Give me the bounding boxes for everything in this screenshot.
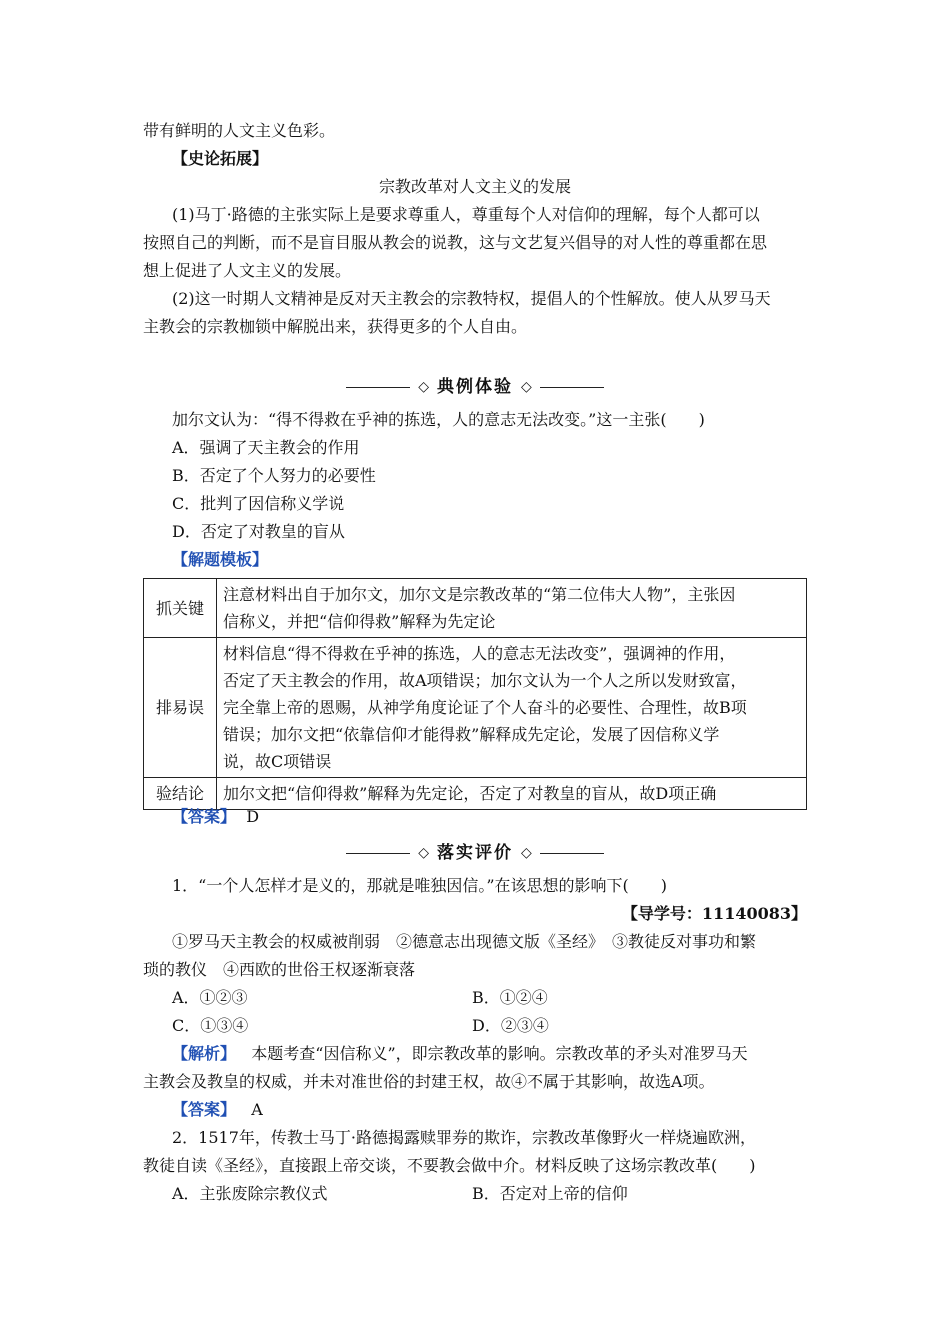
example-banner [0,376,950,398]
q2-stem-line: 教徒自读《圣经》，直接跟上帝交谈，不要教会做中介。材料反映了这场宗教改革( ) [143,1156,756,1175]
banner-rule [540,853,604,854]
q1-items-line: ①罗马天主教会的权威被削弱 ②德意志出现德文版《圣经》 ③教徒反对事功和繁 [172,932,757,951]
table-value-line: 完全靠上帝的恩赐，从神学角度论证了个人奋斗的必要性、合理性，故B项 [223,698,747,717]
intro-tail: 带有鲜明的人文主义色彩。 [143,121,336,140]
example-option: A．强调了天主教会的作用 [172,438,360,457]
table-value-line: 说，故C项错误 [223,752,332,771]
table-value [217,638,807,778]
table-value-line: 材料信息“得不得救在乎神的拣选，人的意志无法改变”，强调神的作用， [223,644,736,663]
q1-option: C．①③④ [172,1016,249,1035]
practice-banner-title: 落实评价 [437,843,513,863]
table-value-line: 加尔文把“信仰得救”解释为先定论，否定了对教皇的盲从，故D项正确 [223,784,717,803]
q1-option: D．②③④ [472,1016,549,1035]
analysis-label: 【解析】 [172,1044,237,1063]
template-label: 【解题模板】 [172,550,269,569]
table-value [217,778,807,810]
banner-rule [540,387,604,388]
example-option: C．批判了因信称义学说 [172,494,345,513]
q1-guide-number: 【导学号：11140083】 [621,904,807,923]
example-question: 加尔文认为：“得不得救在乎神的拣选，人的意志无法改变。”这一主张( ) [172,410,705,429]
q1-option: B．①②④ [472,988,548,1007]
example-option: D．否定了对教皇的盲从 [172,522,345,541]
diamond-icon: ◇ [521,845,532,861]
analysis-text: 本题考查“因信称义”，即宗教改革的影响。宗教改革的矛头对准罗马天 [251,1044,748,1063]
table-value-line: 注意材料出自于加尔文，加尔文是宗教改革的“第二位伟大人物”，主张因 [223,585,736,604]
expand-heading: 宗教改革对人文主义的发展 [378,177,571,196]
diamond-icon: ◇ [418,845,429,861]
example-option: B．否定了个人努力的必要性 [172,466,376,485]
table-value-line: 否定了天主教会的作用，故A项错误；加尔文认为一个人之所以发财致富， [223,671,747,690]
table-row [144,778,807,810]
table-key: 抓关键 [144,579,217,638]
solution-template-table [143,578,807,810]
banner-rule [346,853,410,854]
table-value-line: 信称义，并把“信仰得救”解释为先定论 [223,612,496,631]
q2-option: B．否定对上帝的信仰 [472,1184,628,1203]
diamond-icon: ◇ [418,379,429,395]
q1-option: A．①②③ [172,988,248,1007]
q1-analysis-line [172,1043,748,1065]
expand-p1-line: (1)马丁·路德的主张实际上是要求尊重人，尊重每个人对信仰的理解，每个人都可以 [172,205,760,224]
q1-answer [172,1099,263,1121]
q2-option: A．主张废除宗教仪式 [172,1184,328,1203]
diamond-icon: ◇ [521,379,532,395]
answer-value: A [251,1100,263,1119]
q1-stem: 1．“一个人怎样才是义的，那就是唯独因信。”在该思想的影响下( ) [172,876,668,895]
answer-value: D [246,807,260,826]
table-key: 排易误 [144,638,217,778]
practice-banner [0,842,950,864]
example-banner-title: 典例体验 [437,377,513,397]
expand-p1-line: 想上促进了人文主义的发展。 [143,261,352,280]
q2-stem-line: 2．1517年，传教士马丁·路德揭露赎罪券的欺诈，宗教改革像野火一样烧遍欧洲， [172,1128,756,1147]
expand-p1-line: 按照自己的判断，而不是盲目服从教会的说教，这与文艺复兴倡导的对人性的尊重都在思 [143,233,768,252]
q1-items-line: 琐的教仪 ④西欧的世俗王权逐渐衰落 [143,960,416,979]
expand-label: 【史论拓展】 [172,149,269,168]
table-row [144,638,807,778]
example-answer [172,806,259,828]
table-key: 验结论 [144,778,217,810]
table-value-line: 错误；加尔文把“依靠信仰才能得救”解释成先定论，发展了因信称义学 [223,725,720,744]
answer-label: 【答案】 [172,807,237,826]
q1-analysis-line: 主教会及教皇的权威，并未对准世俗的封建王权，故④不属于其影响，故选A项。 [143,1072,715,1091]
table-value [217,579,807,638]
table-row [144,579,807,638]
expand-p2-line: 主教会的宗教枷锁中解脱出来，获得更多的个人自由。 [143,317,528,336]
banner-rule [346,387,410,388]
expand-p2-line: (2)这一时期人文精神是反对天主教会的宗教特权，提倡人的个性解放。使人从罗马天 [172,289,771,308]
answer-label: 【答案】 [172,1100,237,1119]
